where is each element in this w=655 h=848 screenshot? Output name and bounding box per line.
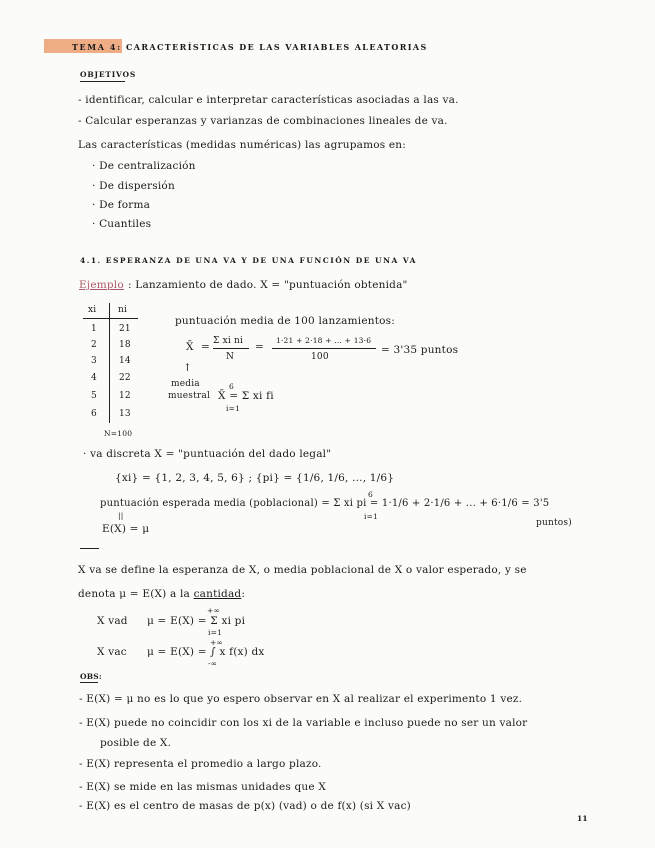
fraction-denominator: 100 (311, 352, 329, 362)
obs-item: posible de X. (100, 737, 172, 749)
media-label: media (171, 379, 200, 389)
vad-label: X vad (97, 615, 128, 627)
media-formula: X̄ = Σ xi fi (218, 390, 274, 402)
fraction-bar (213, 348, 249, 349)
table-cell-xi: 4 (91, 373, 97, 383)
objetivo-item: - identificar, calcular e interpretar características asociadas a las va. (78, 94, 459, 106)
table-cell-xi: 2 (91, 340, 97, 350)
fraction-numerator: Σ xi ni (213, 336, 244, 346)
obs-item: - E(X) es el centro de masas de p(x) (vad) o de f(x) (si X vac) (79, 800, 411, 812)
sum-upper: 6 (229, 382, 234, 391)
obs-item: - E(X) representa el promedio a largo plazo. (79, 758, 322, 770)
tema-label: TEMA 4: (72, 42, 122, 52)
page-number: 11 (577, 814, 588, 823)
obs-item: - E(X) se mide en las mismas unidades que X (79, 781, 327, 793)
bullet-dot: · (92, 218, 100, 230)
table-total: N=100 (104, 429, 133, 438)
bullet-dot: · (92, 160, 100, 172)
fraction-denominator: N (226, 352, 235, 362)
obs-underline (80, 682, 98, 683)
table-cell-ni: 14 (119, 356, 131, 366)
bullet-item (92, 180, 175, 192)
table-cell-xi: 1 (91, 324, 97, 334)
page-title: CARACTERÍSTICAS DE LAS VARIABLES ALEATORIAS (126, 42, 428, 52)
table-column-rule (109, 303, 110, 423)
bullet-label: De forma (99, 199, 151, 211)
bullet-label: De dispersión (99, 180, 175, 192)
puntos-label: puntos) (536, 518, 572, 528)
muestral-label: muestral (168, 391, 211, 401)
table-header-xi: xi (88, 305, 97, 315)
short-divider (80, 548, 99, 549)
vad-formula: μ = E(X) = Σ xi pi (147, 615, 246, 627)
vac-label: X vac (97, 646, 127, 658)
bullet-label: Cuantiles (99, 218, 152, 230)
ex-mu: E(X) = μ (102, 523, 150, 535)
equals-sign: = (201, 341, 210, 353)
integral-upper: +∞ (210, 638, 223, 647)
table-cell-xi: 3 (91, 356, 97, 366)
definicion-line (78, 588, 245, 600)
bullet-dot: · (92, 180, 100, 192)
sum-upper: +∞ (207, 606, 220, 615)
caracteristicas-intro: Las características (medidas numéricas) las agrupamos en: (78, 139, 406, 151)
discreta-line: · va discreta X = "puntuación del dado legal" (83, 448, 332, 460)
cantidad-underlined: cantidad (193, 588, 242, 600)
table-cell-xi: 6 (91, 409, 97, 419)
xbar-symbol: X̄ (186, 341, 194, 353)
obs-item: - E(X) puede no coincidir con los xi de la variable e incluso puede no ser un valor (79, 717, 528, 729)
parallel-mark: || (118, 511, 124, 520)
table-header-ni: ni (118, 305, 128, 315)
objetivo-item: - Calcular esperanzas y varianzas de combinaciones lineales de va. (78, 115, 448, 127)
obs-label: OBS: (80, 672, 102, 681)
vac-formula: μ = E(X) = ∫ x f(x) dx (147, 646, 265, 658)
arrow-up: ↑ (183, 362, 192, 374)
sum-lower: i=1 (364, 512, 379, 521)
fraction-numerator: 1·21 + 2·18 + ... + 13·6 (276, 336, 372, 345)
definicion-line: X va se define la esperanza de X, o media poblacional de X o valor esperado, y se (78, 564, 527, 576)
table-cell-ni: 18 (119, 340, 131, 350)
bullet-item (92, 199, 150, 211)
table-cell-ni: 21 (119, 324, 131, 334)
media-title: puntuación media de 100 lanzamientos: (175, 315, 395, 327)
obs-item: - E(X) = μ no es lo que yo espero observar en X al realizar el experimento 1 vez. (79, 693, 523, 705)
fraction-bar (272, 348, 376, 349)
table-cell-xi: 5 (91, 391, 97, 401)
discreta-sets: {xi} = {1, 2, 3, 4, 5, 6} ; {pi} = {1/6, 1/6, ..., 1/6} (115, 472, 395, 484)
section-title: 4.1. ESPERANZA DE UNA VA Y DE UNA FUNCIÓN DE UNA VA (80, 256, 417, 265)
objetivos-underline (80, 81, 125, 82)
colon: : (241, 588, 246, 600)
ejemplo-label: Ejemplo (79, 279, 124, 291)
table-cell-ni: 12 (119, 391, 131, 401)
sum-lower: i=1 (208, 628, 223, 637)
sum-lower: i=1 (226, 404, 241, 413)
ejemplo-text: : Lanzamiento de dado. X = "puntuación obtenida" (128, 279, 408, 291)
sum-upper: 6 (368, 490, 373, 499)
media-result: = 3'35 puntos (381, 344, 459, 356)
table-cell-ni: 22 (119, 373, 131, 383)
definicion-text: denota μ = E(X) a la (78, 588, 194, 600)
bullet-item (92, 218, 151, 230)
puntuacion-esperada: puntuación esperada media (poblacional) = Σ xi pi = 1·1/6 + 2·1/6 + ... + 6·1/6 = 3'5 (100, 498, 550, 509)
table-cell-ni: 13 (119, 409, 131, 419)
bullet-label: De centralización (99, 160, 196, 172)
bullet-dot: · (92, 199, 100, 211)
bullet-item (92, 160, 196, 172)
equals-sign: = (255, 341, 264, 353)
table-header-rule (83, 318, 138, 319)
integral-lower: -∞ (208, 659, 218, 668)
objetivos-label: OBJETIVOS (80, 70, 137, 79)
